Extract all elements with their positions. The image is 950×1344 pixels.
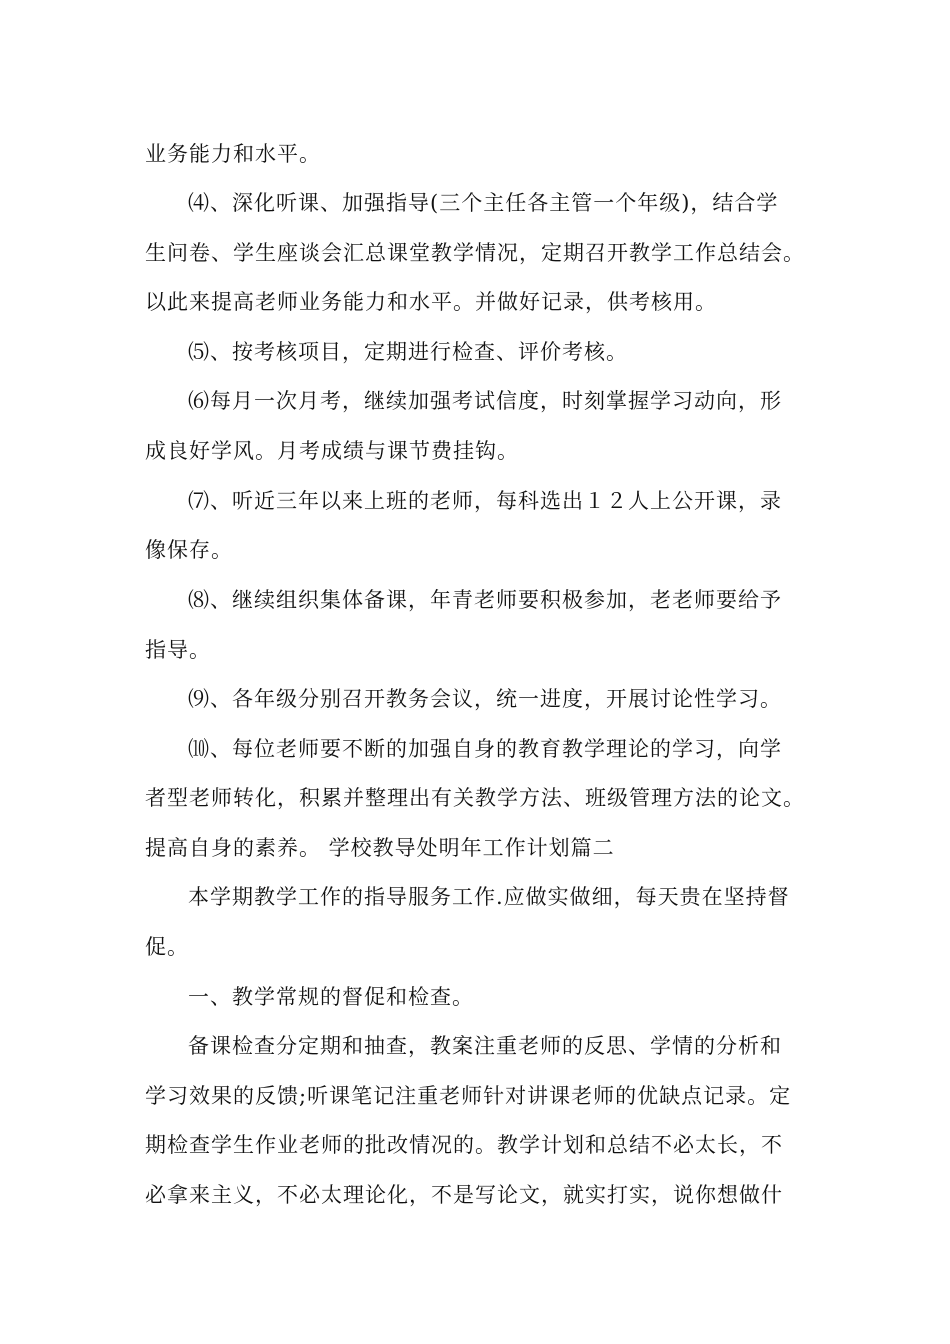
text-line: 业务能力和水平。: [145, 142, 321, 166]
section-heading: 一、教学常规的督促和检查。: [188, 985, 474, 1009]
text-line: 提高自身的素养。 学校教导处明年工作计划篇二: [145, 836, 615, 860]
text-line: ⑽、每位老师要不断的加强自身的教育教学理论的学习，向学: [188, 737, 782, 761]
text-line: ⑸、按考核项目，定期进行检查、评价考核。: [188, 340, 628, 364]
text-line: 备课检查分定期和抽查，教案注重老师的反思、学情的分析和: [188, 1034, 782, 1058]
text-line: 指导。: [145, 638, 211, 662]
text-line: 者型老师转化，积累并整理出有关教学方法、班级管理方法的论文。: [145, 786, 805, 810]
text-line: 本学期教学工作的指导服务工作.应做实做细，每天贵在坚持督: [188, 885, 790, 909]
text-line: 成良好学风。月考成绩与课节费挂钩。: [145, 439, 519, 463]
text-line: ⑷、深化听课、加强指导(三个主任各主管一个年级)，结合学: [188, 191, 779, 215]
text-line: 以此来提高老师业务能力和水平。并做好记录，供考核用。: [145, 290, 717, 314]
text-line: 期检查学生作业老师的批改情况的。教学计划和总结不必太长，不: [145, 1133, 783, 1157]
text-line: 像保存。: [145, 538, 233, 562]
text-line: 必拿来主义，不必太理论化，不是写论文，就实打实，说你想做什: [145, 1183, 783, 1207]
text-line: ⑹每月一次月考，继续加强考试信度，时刻掌握学习动向，形: [188, 389, 782, 413]
text-line: 生问卷、学生座谈会汇总课堂教学情况，定期召开教学工作总结会。: [145, 241, 805, 265]
text-line: ⑻、继续组织集体备课，年青老师要积极参加，老老师要给予: [188, 588, 782, 612]
text-line: 促。: [145, 935, 189, 959]
text-line: 学习效果的反馈;听课笔记注重老师针对讲课老师的优缺点记录。定: [145, 1084, 792, 1108]
text-line: ⑼、各年级分别召开教务会议，统一进度，开展讨论性学习。: [188, 687, 782, 711]
text-line: ⑺、听近三年以来上班的老师，每科选出１２人上公开课，录: [188, 489, 782, 513]
